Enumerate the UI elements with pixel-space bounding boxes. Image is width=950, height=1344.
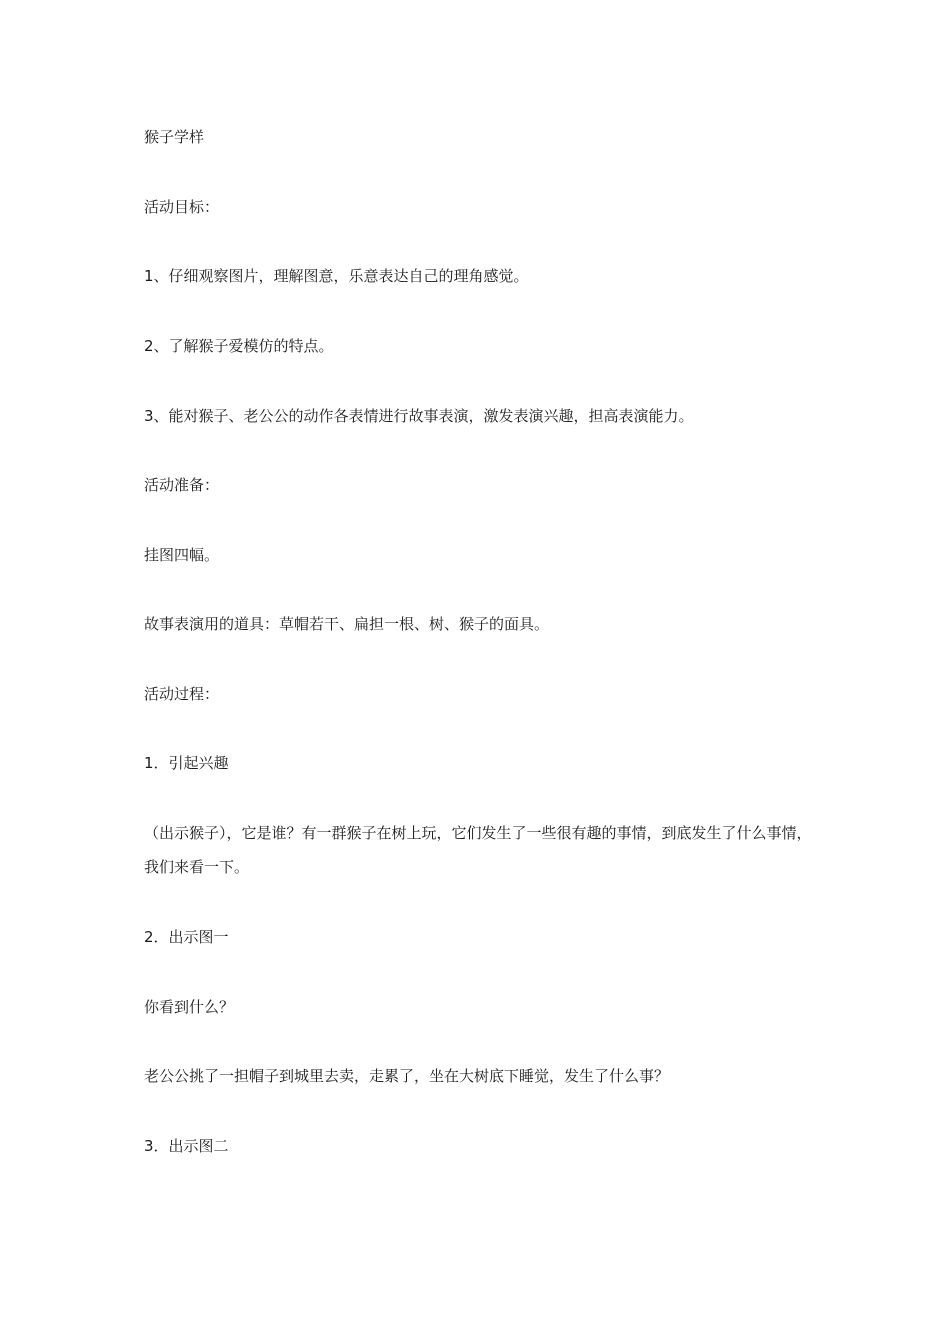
document-title: 猴子学样 (144, 128, 205, 146)
goal-item-3: 3、能对猴子、老公公的动作各表情进行故事表演，激发表演兴趣，担高表演能力。 (144, 407, 694, 425)
step-1-heading: 1．引起兴趣 (144, 754, 229, 772)
step-2-heading: 2．出示图一 (144, 928, 229, 946)
step-2-question: 你看到什么？ (144, 998, 235, 1016)
process-heading: 活动过程： (144, 685, 220, 703)
prep-item-2: 故事表演用的道具：草帽若干、扁担一根、树、猴子的面具。 (144, 615, 550, 633)
step-2-paragraph: 老公公挑了一担帽子到城里去卖，走累了，坐在大树底下睡觉，发生了什么事？ (144, 1067, 670, 1085)
prep-item-1: 挂图四幅。 (144, 546, 220, 564)
goals-heading: 活动目标： (144, 198, 220, 216)
step-1-paragraph: （出示猴子），它是谁？有一群猴子在树上玩，它们发生了一些很有趣的事情，到底发生了什么事情，我们来看一下。 (144, 824, 812, 876)
prep-heading: 活动准备： (144, 476, 220, 494)
step-3-heading: 3．出示图二 (144, 1137, 229, 1155)
goal-item-1: 1、仔细观察图片，理解图意，乐意表达自己的理角感觉。 (144, 267, 529, 285)
goal-item-2: 2、了解猴子爱模仿的特点。 (144, 337, 334, 355)
